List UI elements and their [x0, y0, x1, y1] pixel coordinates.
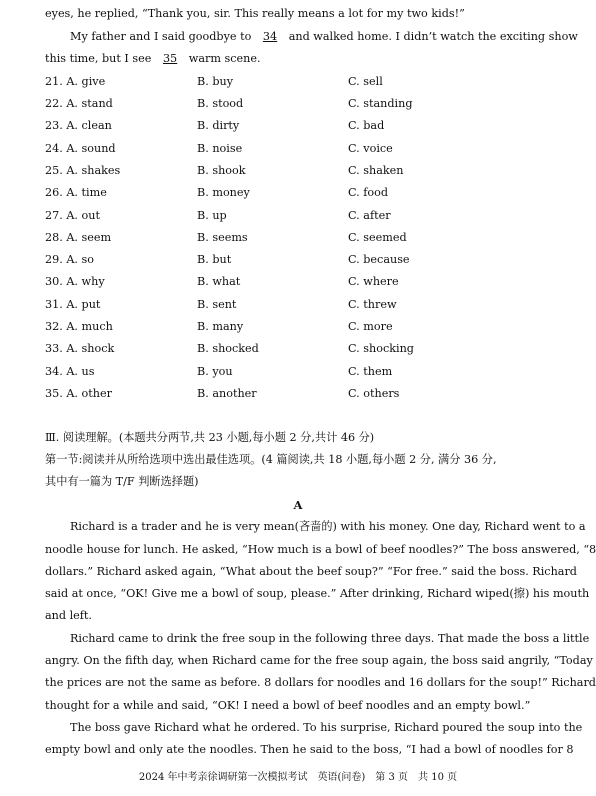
passage-line: dollars.” Richard asked again, “What about the beef soup?” “For free.” said the boss. Richard — [45, 565, 577, 578]
option-c: C. shocking — [348, 342, 414, 355]
option-row — [45, 75, 541, 89]
option-c: C. shaken — [348, 164, 404, 177]
section-heading: Ⅲ. 阅读理解。(本题共分两节,共 23 小题,每小题 2 分,共计 46 分) — [45, 431, 375, 444]
option-row — [45, 275, 541, 289]
option-c: C. more — [348, 320, 393, 333]
option-a: 29. A. so — [45, 253, 95, 266]
option-b: B. many — [197, 320, 244, 333]
option-b: B. you — [197, 365, 233, 378]
passage-line: and left. — [45, 609, 92, 622]
option-c: C. bad — [348, 119, 385, 132]
option-a: 30. A. why — [45, 275, 105, 288]
option-b: B. shocked — [197, 342, 259, 355]
passage-line: Richard is a trader and he is very mean(吝啬的) with his money. One day, Richard went to a — [70, 520, 586, 533]
text-fragment: and walked home. I didn’t watch the exciting show — [285, 30, 578, 43]
passage-line: eyes, he replied, “Thank you, sir. This really means a lot for my two kids!” — [45, 7, 465, 20]
passage-line: Richard came to drink the free soup in the following three days. That made the boss a little — [70, 632, 590, 645]
option-b: B. but — [197, 253, 232, 266]
passage-line: empty bowl and only ate the noodles. Then he said to the boss, “I had a bowl of noodles for 8 — [45, 743, 574, 756]
option-a: 21. A. give — [45, 75, 106, 88]
option-row — [45, 209, 541, 223]
option-a: 22. A. stand — [45, 97, 113, 110]
page-footer: 2024 年中考亲徐调研第一次模拟考试 英语(问卷) 第 3 页 共 10 页 — [138, 772, 458, 783]
option-b: B. dirty — [197, 119, 240, 132]
option-row — [45, 186, 541, 200]
option-b: B. buy — [197, 75, 234, 88]
passage-line: thought for a while and said, “OK! I need a bowl of beef noodles and an empty bowl.” — [45, 699, 531, 712]
option-b: B. up — [197, 209, 227, 222]
option-row — [45, 142, 541, 156]
option-c: C. others — [348, 387, 400, 400]
option-row — [45, 164, 541, 178]
option-row — [45, 342, 541, 356]
option-a: 34. A. us — [45, 365, 95, 378]
text-fragment: warm scene. — [185, 52, 261, 65]
part-instructions: 第一节:阅读并从所给选项中选出最佳选项。(4 篇阅读,共 18 小题,每小题 2 分, 满分 36 分, — [45, 453, 497, 466]
option-a: 27. A. out — [45, 209, 100, 222]
option-b: B. sent — [197, 298, 237, 311]
option-a: 23. A. clean — [45, 119, 112, 132]
passage-line: The boss gave Richard what he ordered. To his surprise, Richard poured the soup into the — [70, 721, 583, 734]
option-row — [45, 253, 541, 267]
option-a: 32. A. much — [45, 320, 113, 333]
option-a: 33. A. shock — [45, 342, 115, 355]
option-b: B. stood — [197, 97, 244, 110]
option-row — [45, 97, 541, 111]
passage-line: the prices are not the same as before. 8 dollars for noodles and 16 dollars for the soup!” Richard — [45, 676, 596, 689]
option-row — [45, 231, 541, 245]
option-a: 35. A. other — [45, 387, 112, 400]
passage-line: noodle house for lunch. He asked, “How much is a bowl of beef noodles?” The boss answered, “8 — [45, 543, 596, 556]
option-row — [45, 298, 541, 312]
passage-label: A — [293, 498, 303, 512]
option-c: C. where — [348, 275, 399, 288]
passage-line — [70, 30, 578, 44]
text-fragment: My father and I said goodbye to — [70, 30, 255, 43]
option-row — [45, 365, 541, 379]
option-c: C. after — [348, 209, 391, 222]
option-row — [45, 320, 541, 334]
passage-line: said at once, “OK! Give me a bowl of soup, please.” After drinking, Richard wiped(擦) his mouth — [45, 587, 590, 600]
option-c: C. food — [348, 186, 389, 199]
option-c: C. seemed — [348, 231, 407, 244]
option-b: B. what — [197, 275, 241, 288]
option-row — [45, 119, 541, 133]
option-c: C. voice — [348, 142, 393, 155]
option-c: C. sell — [348, 75, 383, 88]
option-b: B. noise — [197, 142, 243, 155]
part-instructions-cont: 其中有一篇为 T/F 判断选择题) — [45, 475, 199, 488]
option-b: B. shook — [197, 164, 246, 177]
option-c: C. standing — [348, 97, 413, 110]
option-a: 26. A. time — [45, 186, 107, 199]
cloze-blank-34: 34 — [262, 30, 278, 43]
option-c: C. because — [348, 253, 410, 266]
passage-line — [45, 52, 541, 66]
option-a: 24. A. sound — [45, 142, 116, 155]
option-b: B. money — [197, 186, 250, 199]
option-b: B. another — [197, 387, 257, 400]
text-fragment: this time, but I see — [45, 52, 155, 65]
option-c: C. them — [348, 365, 393, 378]
cloze-blank-35: 35 — [162, 52, 178, 65]
option-a: 25. A. shakes — [45, 164, 121, 177]
passage-line: angry. On the fifth day, when Richard came for the free soup again, the boss said angrily, “Today — [45, 654, 593, 667]
option-c: C. threw — [348, 298, 397, 311]
option-a: 28. A. seem — [45, 231, 112, 244]
option-row — [45, 387, 541, 401]
option-b: B. seems — [197, 231, 248, 244]
option-a: 31. A. put — [45, 298, 101, 311]
